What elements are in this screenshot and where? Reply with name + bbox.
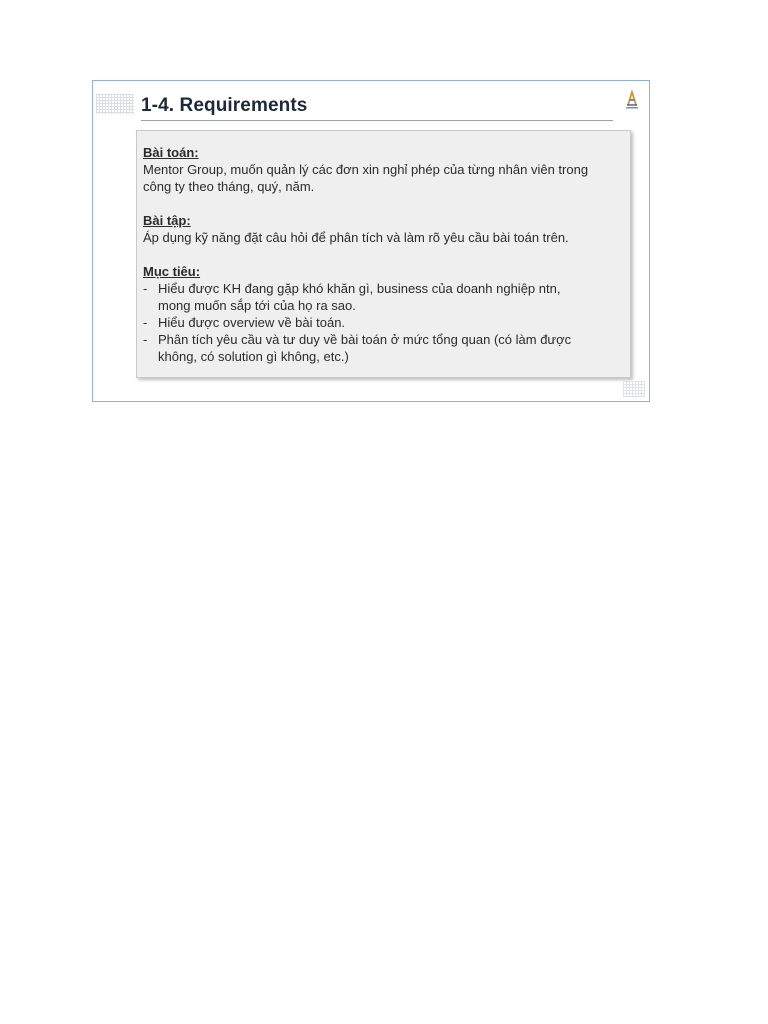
list-item — [143, 331, 622, 365]
slide — [92, 80, 650, 402]
exercise-heading: Bài tập: — [143, 213, 191, 228]
bullet-marker: - — [143, 281, 148, 296]
bullet-marker: - — [143, 315, 148, 330]
goal-line: mong muốn sắp tới của họ ra sao. — [158, 298, 356, 313]
problem-line: Mentor Group, muốn quản lý các đơn xin nghỉ phép của từng nhân viên trong — [143, 162, 589, 177]
exercise-line: Áp dụng kỹ năng đặt câu hỏi để phân tích và làm rõ yêu cầu bài toán trên. — [143, 230, 569, 245]
goals-heading: Mục tiêu: — [143, 264, 201, 279]
goals-list — [143, 280, 622, 365]
goal-line: Hiểu được overview về bài toán. — [158, 315, 346, 330]
goal-line: Phân tích yêu cầu và tư duy về bài toán ở mức tổng quan (có làm được — [158, 332, 572, 347]
list-item — [143, 280, 622, 314]
title-divider — [141, 120, 613, 121]
problem-section — [143, 144, 622, 195]
goal-line: Hiểu được KH đang gặp khó khăn gì, business của doanh nghiệp ntn, — [158, 281, 561, 296]
requirements-box — [136, 130, 631, 378]
mentor-logo-icon — [625, 89, 639, 111]
bullet-marker: - — [143, 332, 148, 347]
goal-line: không, có solution gì không, etc.) — [158, 349, 349, 364]
grid-decoration — [623, 381, 645, 397]
slide-title: 1-4. Requirements — [141, 95, 308, 116]
problem-line: công ty theo tháng, quý, năm. — [143, 179, 315, 194]
problem-heading: Bài toán: — [143, 145, 199, 160]
exercise-section — [143, 212, 622, 246]
goals-section — [143, 263, 622, 365]
list-item — [143, 314, 622, 331]
grid-decoration — [96, 94, 134, 114]
